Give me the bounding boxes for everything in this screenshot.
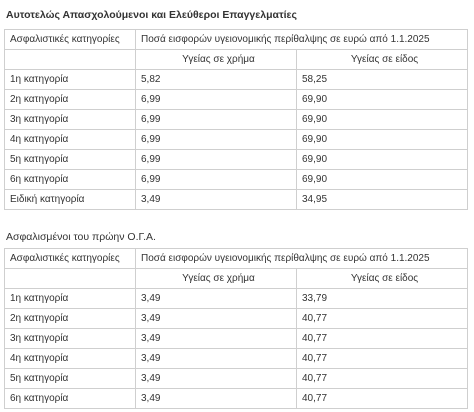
category-cell: 3η κατηγορία <box>5 110 136 130</box>
header-row <box>5 30 468 50</box>
cash-health-header: Υγείας σε χρήμα <box>136 50 297 70</box>
table-row <box>5 349 468 369</box>
table-row <box>5 190 468 210</box>
category-cell: 4η κατηγορία <box>5 349 136 369</box>
amount-column-header: Ποσά εισφορών υγειονομικής περίθαλψης σε ευρώ από 1.1.2025 <box>136 30 468 50</box>
table-row <box>5 90 468 110</box>
table-row <box>5 369 468 389</box>
cash-amount-cell: 6,99 <box>136 110 297 130</box>
section-title-former-oga: Ασφαλισμένοι του πρώην Ο.Γ.Α. <box>6 231 156 243</box>
cash-amount-cell: 6,99 <box>136 90 297 110</box>
in-kind-amount-cell: 69,90 <box>297 110 468 130</box>
category-column-header: Ασφαλιστικές κατηγορίες <box>5 249 136 269</box>
empty-header-cell <box>5 50 136 70</box>
cash-amount-cell: 3,49 <box>136 329 297 349</box>
subheader-row <box>5 50 468 70</box>
category-column-header: Ασφαλιστικές κατηγορίες <box>5 30 136 50</box>
in-kind-amount-cell: 40,77 <box>297 329 468 349</box>
category-cell: 3η κατηγορία <box>5 329 136 349</box>
table-row <box>5 309 468 329</box>
cash-amount-cell: 5,82 <box>136 70 297 90</box>
in-kind-amount-cell: 34,95 <box>297 190 468 210</box>
cash-amount-cell: 6,99 <box>136 130 297 150</box>
empty-header-cell <box>5 269 136 289</box>
table-row <box>5 289 468 309</box>
category-cell: 1η κατηγορία <box>5 70 136 90</box>
section-title-self-employed: Αυτοτελώς Απασχολούμενοι και Ελεύθεροι Επαγγελματίες <box>6 9 297 21</box>
category-cell: 5η κατηγορία <box>5 369 136 389</box>
category-cell: 4η κατηγορία <box>5 130 136 150</box>
table-row <box>5 130 468 150</box>
former-oga-contributions-table <box>4 248 468 409</box>
in-kind-amount-cell: 69,90 <box>297 150 468 170</box>
amount-column-header: Ποσά εισφορών υγειονομικής περίθαλψης σε ευρώ από 1.1.2025 <box>136 249 468 269</box>
header-row <box>5 249 468 269</box>
table-row <box>5 170 468 190</box>
in-kind-amount-cell: 40,77 <box>297 349 468 369</box>
cash-amount-cell: 3,49 <box>136 389 297 409</box>
in-kind-amount-cell: 69,90 <box>297 130 468 150</box>
category-cell: 2η κατηγορία <box>5 90 136 110</box>
table-row <box>5 329 468 349</box>
in-kind-amount-cell: 40,77 <box>297 309 468 329</box>
table-row <box>5 150 468 170</box>
cash-health-header: Υγείας σε χρήμα <box>136 269 297 289</box>
cash-amount-cell: 3,49 <box>136 309 297 329</box>
category-cell: 6η κατηγορία <box>5 170 136 190</box>
cash-amount-cell: 3,49 <box>136 349 297 369</box>
cash-amount-cell: 3,49 <box>136 369 297 389</box>
table-row <box>5 70 468 90</box>
category-cell: 5η κατηγορία <box>5 150 136 170</box>
self-employed-contributions-table <box>4 29 468 210</box>
table-row <box>5 389 468 409</box>
in-kind-amount-cell: 69,90 <box>297 170 468 190</box>
cash-amount-cell: 6,99 <box>136 150 297 170</box>
in-kind-amount-cell: 58,25 <box>297 70 468 90</box>
cash-amount-cell: 6,99 <box>136 170 297 190</box>
in-kind-amount-cell: 40,77 <box>297 389 468 409</box>
cash-amount-cell: 3,49 <box>136 190 297 210</box>
in-kind-health-header: Υγείας σε είδος <box>297 50 468 70</box>
in-kind-amount-cell: 69,90 <box>297 90 468 110</box>
subheader-row <box>5 269 468 289</box>
category-cell: 2η κατηγορία <box>5 309 136 329</box>
in-kind-health-header: Υγείας σε είδος <box>297 269 468 289</box>
category-cell: Ειδική κατηγορία <box>5 190 136 210</box>
category-cell: 6η κατηγορία <box>5 389 136 409</box>
cash-amount-cell: 3,49 <box>136 289 297 309</box>
in-kind-amount-cell: 40,77 <box>297 369 468 389</box>
category-cell: 1η κατηγορία <box>5 289 136 309</box>
in-kind-amount-cell: 33,79 <box>297 289 468 309</box>
table-row <box>5 110 468 130</box>
